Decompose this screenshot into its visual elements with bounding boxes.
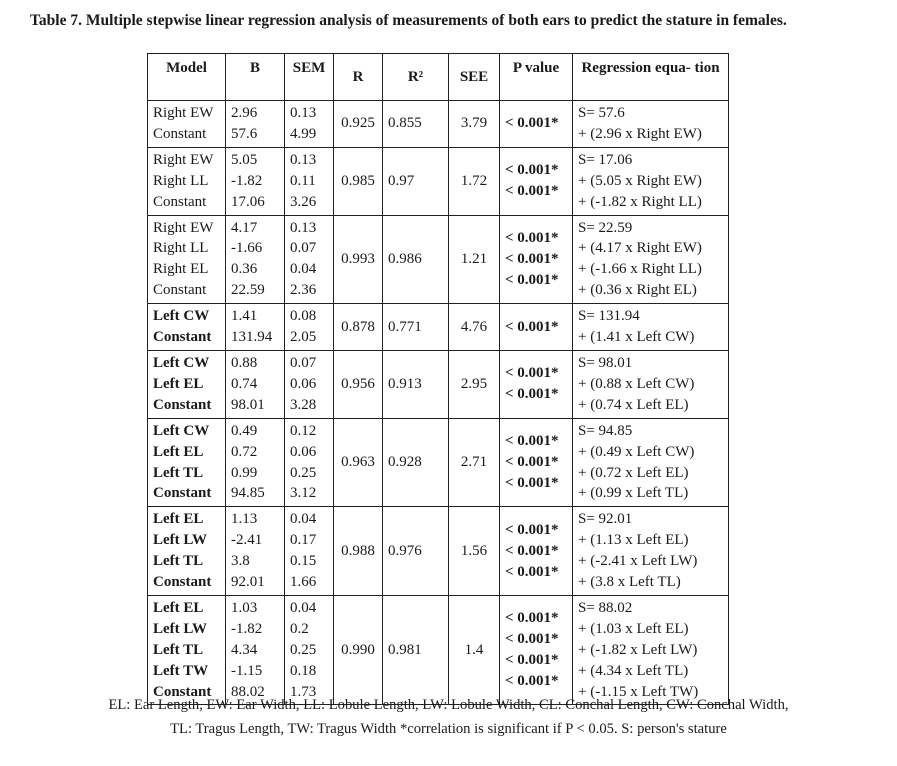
regression-equation-line: S= 98.01	[578, 354, 633, 371]
r2-value: 0.771	[383, 304, 449, 351]
model-variables-line: Left CW	[153, 308, 210, 325]
r-value: 0.993	[334, 215, 383, 304]
regression-equation-line: S= 57.6	[578, 105, 625, 121]
sem-values	[285, 350, 334, 418]
regression-equation-line: S= 88.02	[578, 599, 633, 616]
regression-equation-line: + (0.74 x Left EL)	[578, 396, 689, 413]
p-values-line: < 0.001*	[505, 652, 559, 669]
regression-equation-line: + (-1.15 x Left TW)	[578, 683, 699, 700]
table-body	[148, 101, 729, 705]
regression-equation-line: + (0.36 x Right EL)	[578, 282, 697, 299]
model-variables-line: Left EL	[153, 375, 204, 392]
sem-values-line: 0.11	[290, 172, 316, 189]
b-values-line: 0.99	[231, 464, 258, 481]
sem-values-line: 0.04	[290, 261, 317, 278]
model-variables-line: Constant	[153, 396, 212, 413]
header-row	[148, 54, 729, 101]
model-variables-line: Left EL	[153, 443, 204, 460]
sem-values-line: 3.26	[290, 193, 317, 210]
see-value: 3.79	[449, 101, 500, 148]
b-values-line: 22.59	[231, 282, 265, 299]
regression-equation	[573, 147, 729, 215]
model-row	[148, 101, 729, 148]
p-values	[500, 101, 573, 148]
model-row	[148, 147, 729, 215]
header-r: R	[334, 54, 383, 101]
sem-values-line: 0.12	[290, 422, 317, 439]
model-variables-line: Left TL	[153, 641, 204, 658]
p-values	[500, 147, 573, 215]
sem-values-line: 0.18	[290, 662, 317, 679]
b-values-line: -1.82	[231, 620, 263, 637]
p-values-line: < 0.001*	[505, 318, 559, 335]
b-values-line: 0.74	[231, 375, 258, 392]
sem-values	[285, 101, 334, 148]
p-values-line: < 0.001*	[505, 271, 559, 288]
regression-equation-line: + (1.41 x Left CW)	[578, 329, 695, 346]
b-values-line: 3.8	[231, 553, 250, 570]
regression-equation	[573, 304, 729, 351]
model-variables	[148, 595, 226, 705]
regression-equation	[573, 418, 729, 507]
b-values	[226, 350, 285, 418]
r2-value: 0.913	[383, 350, 449, 418]
sem-values-line: 0.13	[290, 151, 317, 168]
model-variables	[148, 507, 226, 596]
model-variables-line: Right EL	[153, 261, 209, 278]
model-variables	[148, 147, 226, 215]
regression-equation-line: + (3.8 x Left TL)	[578, 574, 681, 591]
b-values	[226, 304, 285, 351]
b-values-line: 1.03	[231, 599, 258, 616]
sem-values-line: 0.17	[290, 532, 317, 549]
model-variables	[148, 418, 226, 507]
sem-values	[285, 215, 334, 304]
b-values	[226, 418, 285, 507]
sem-values	[285, 304, 334, 351]
model-row	[148, 507, 729, 596]
b-values	[226, 147, 285, 215]
p-values	[500, 304, 573, 351]
regression-equation	[573, 350, 729, 418]
model-variables-line: Constant	[153, 574, 212, 591]
p-values-line: < 0.001*	[505, 610, 559, 627]
r2-value: 0.97	[383, 147, 449, 215]
b-values-line: 1.41	[231, 308, 258, 325]
regression-equation-line: + (-1.66 x Right LL)	[578, 261, 702, 278]
model-variables-line: Right EW	[153, 151, 214, 168]
sem-values-line: 0.07	[290, 240, 317, 257]
table-caption: Table 7. Multiple stepwise linear regression analysis of measurements of both ears to predict the stature in females.	[30, 12, 787, 29]
regression-equation-line: + (5.05 x Right EW)	[578, 172, 702, 189]
sem-values-line: 0.06	[290, 375, 317, 392]
sem-values-line: 4.99	[290, 125, 317, 142]
header-sem: SEM	[285, 54, 334, 101]
model-variables-line: Left LW	[153, 620, 208, 637]
b-values	[226, 595, 285, 705]
model-variables-line: Constant	[153, 683, 212, 700]
p-values-line: < 0.001*	[505, 631, 559, 648]
sem-values-line: 1.66	[290, 574, 317, 591]
sem-values-line: 0.15	[290, 553, 317, 570]
b-values-line: 4.34	[231, 641, 258, 658]
sem-values-line: 2.05	[290, 329, 317, 346]
sem-values-line: 0.2	[290, 620, 309, 637]
model-variables-line: Right LL	[153, 240, 209, 257]
b-values-line: -1.82	[231, 172, 263, 189]
regression-equation-line: + (2.96 x Right EW)	[578, 125, 702, 142]
sem-values-line: 0.08	[290, 308, 317, 325]
p-values-line: < 0.001*	[505, 542, 559, 559]
model-variables-line: Left CW	[153, 422, 210, 439]
r-value: 0.988	[334, 507, 383, 596]
model-variables-line: Right EW	[153, 105, 214, 121]
regression-equation	[573, 507, 729, 596]
footnote-significance: TL: Tragus Length, TW: Tragus Width *correlation is significant if P < 0.05. S: person's stature	[170, 721, 727, 737]
r-value: 0.956	[334, 350, 383, 418]
r2-value: 0.986	[383, 215, 449, 304]
p-values-line: < 0.001*	[505, 365, 559, 382]
see-value: 1.72	[449, 147, 500, 215]
sem-values	[285, 507, 334, 596]
header-model: Model	[148, 54, 226, 101]
p-values	[500, 507, 573, 596]
see-value: 2.95	[449, 350, 500, 418]
model-variables-line: Right EW	[153, 219, 214, 236]
b-values-line: 57.6	[231, 125, 258, 142]
sem-values-line: 2.36	[290, 282, 317, 299]
sem-values-line: 0.25	[290, 641, 317, 658]
r2-value: 0.981	[383, 595, 449, 705]
sem-values-line: 1.73	[290, 683, 317, 700]
r2-value: 0.855	[383, 101, 449, 148]
sem-values-line: 0.13	[290, 105, 317, 121]
header-see: SEE	[449, 54, 500, 101]
regression-equation-line: + (0.99 x Left TL)	[578, 485, 689, 502]
sem-values	[285, 418, 334, 507]
p-values-line: < 0.001*	[505, 386, 559, 403]
sem-values-line: 0.06	[290, 443, 317, 460]
regression-equation-line: + (-1.82 x Right LL)	[578, 193, 702, 210]
sem-values-line: 3.12	[290, 485, 317, 502]
sem-values-line: 0.04	[290, 511, 317, 528]
model-variables	[148, 101, 226, 148]
see-value: 2.71	[449, 418, 500, 507]
regression-equation-line: S= 22.59	[578, 219, 633, 236]
model-variables-line: Constant	[153, 329, 212, 346]
model-variables-line: Constant	[153, 282, 207, 299]
model-row	[148, 595, 729, 705]
model-variables	[148, 350, 226, 418]
regression-equation-line: + (1.03 x Left EL)	[578, 620, 689, 637]
r-value: 0.963	[334, 418, 383, 507]
model-variables-line: Left CW	[153, 354, 210, 371]
regression-equation-line: + (1.13 x Left EL)	[578, 532, 689, 549]
p-values-line: < 0.001*	[505, 673, 559, 690]
regression-equation-line: + (4.34 x Left TL)	[578, 662, 689, 679]
r-value: 0.990	[334, 595, 383, 705]
sem-values-line: 3.28	[290, 396, 317, 413]
model-row	[148, 304, 729, 351]
p-values-line: < 0.001*	[505, 563, 559, 580]
b-values-line: -1.66	[231, 240, 263, 257]
p-values	[500, 418, 573, 507]
b-values-line: 1.13	[231, 511, 258, 528]
regression-equation-line: + (0.88 x Left CW)	[578, 375, 695, 392]
sem-values-line: 0.07	[290, 354, 317, 371]
see-value: 1.21	[449, 215, 500, 304]
regression-equation-line: S= 131.94	[578, 308, 640, 325]
b-values-line: 98.01	[231, 396, 265, 413]
p-values	[500, 350, 573, 418]
header-r2: R²	[383, 54, 449, 101]
p-values-line: < 0.001*	[505, 183, 559, 200]
sem-values	[285, 595, 334, 705]
regression-equation-line: + (0.72 x Left EL)	[578, 464, 689, 481]
p-values-line: < 0.001*	[505, 454, 559, 471]
regression-table	[147, 53, 729, 705]
b-values-line: -2.41	[231, 532, 263, 549]
b-values-line: 0.88	[231, 354, 258, 371]
model-variables-line: Right LL	[153, 172, 209, 189]
model-variables-line: Constant	[153, 485, 212, 502]
regression-equation-line: S= 94.85	[578, 422, 633, 439]
regression-equation	[573, 215, 729, 304]
regression-equation	[573, 595, 729, 705]
r-value: 0.985	[334, 147, 383, 215]
b-values-line: 94.85	[231, 485, 265, 502]
regression-equation-line: + (-2.41 x Left LW)	[578, 553, 698, 570]
model-variables-line: Left TW	[153, 662, 209, 679]
header-regression-equation: Regression equa- tion	[573, 54, 729, 101]
sem-values	[285, 147, 334, 215]
p-values-line: < 0.001*	[505, 250, 559, 267]
model-row	[148, 418, 729, 507]
header-b: B	[226, 54, 285, 101]
model-variables-line: Left LW	[153, 532, 208, 549]
sem-values-line: 0.13	[290, 219, 317, 236]
b-values-line: 0.36	[231, 261, 258, 278]
footnote-abbreviations: EL: Ear Length, EW: Ear Width, LL: Lobule Length, LW: Lobule Width, CL: Conchal Length, CW: Conchal Width,	[108, 697, 789, 713]
model-variables-line: Constant	[153, 125, 207, 142]
b-values-line: -1.15	[231, 662, 263, 679]
p-values-line: < 0.001*	[505, 162, 559, 179]
model-variables-line: Left TL	[153, 553, 204, 570]
regression-equation-line: + (-1.82 x Left LW)	[578, 641, 698, 658]
p-values	[500, 595, 573, 705]
b-values-line: 4.17	[231, 219, 258, 236]
see-value: 1.4	[449, 595, 500, 705]
p-values	[500, 215, 573, 304]
model-variables	[148, 215, 226, 304]
see-value: 4.76	[449, 304, 500, 351]
model-row	[148, 215, 729, 304]
r-value: 0.878	[334, 304, 383, 351]
p-values-line: < 0.001*	[505, 474, 559, 491]
model-variables-line: Left EL	[153, 511, 204, 528]
model-row	[148, 350, 729, 418]
model-variables	[148, 304, 226, 351]
regression-equation-line: + (4.17 x Right EW)	[578, 240, 702, 257]
b-values-line: 92.01	[231, 574, 265, 591]
header-p-value: P value	[500, 54, 573, 101]
r-value: 0.925	[334, 101, 383, 148]
b-values	[226, 507, 285, 596]
b-values-line: 0.72	[231, 443, 258, 460]
b-values	[226, 101, 285, 148]
p-values-line: < 0.001*	[505, 433, 559, 450]
regression-equation-line: S= 17.06	[578, 151, 633, 168]
b-values	[226, 215, 285, 304]
b-values-line: 0.49	[231, 422, 258, 439]
b-values-line: 5.05	[231, 151, 258, 168]
sem-values-line: 0.04	[290, 599, 317, 616]
regression-equation-line: + (0.49 x Left CW)	[578, 443, 695, 460]
model-variables-line: Constant	[153, 193, 207, 210]
regression-equation	[573, 101, 729, 148]
p-values-line: < 0.001*	[505, 229, 559, 246]
p-values-line: < 0.001*	[505, 521, 559, 538]
model-variables-line: Left EL	[153, 599, 204, 616]
r2-value: 0.976	[383, 507, 449, 596]
model-variables-line: Left TL	[153, 464, 204, 481]
see-value: 1.56	[449, 507, 500, 596]
b-values-line: 88.02	[231, 683, 265, 700]
b-values-line: 2.96	[231, 105, 258, 121]
sem-values-line: 0.25	[290, 464, 317, 481]
b-values-line: 17.06	[231, 193, 265, 210]
b-values-line: 131.94	[231, 329, 273, 346]
regression-equation-line: S= 92.01	[578, 511, 633, 528]
p-values-line: < 0.001*	[505, 115, 559, 132]
r2-value: 0.928	[383, 418, 449, 507]
